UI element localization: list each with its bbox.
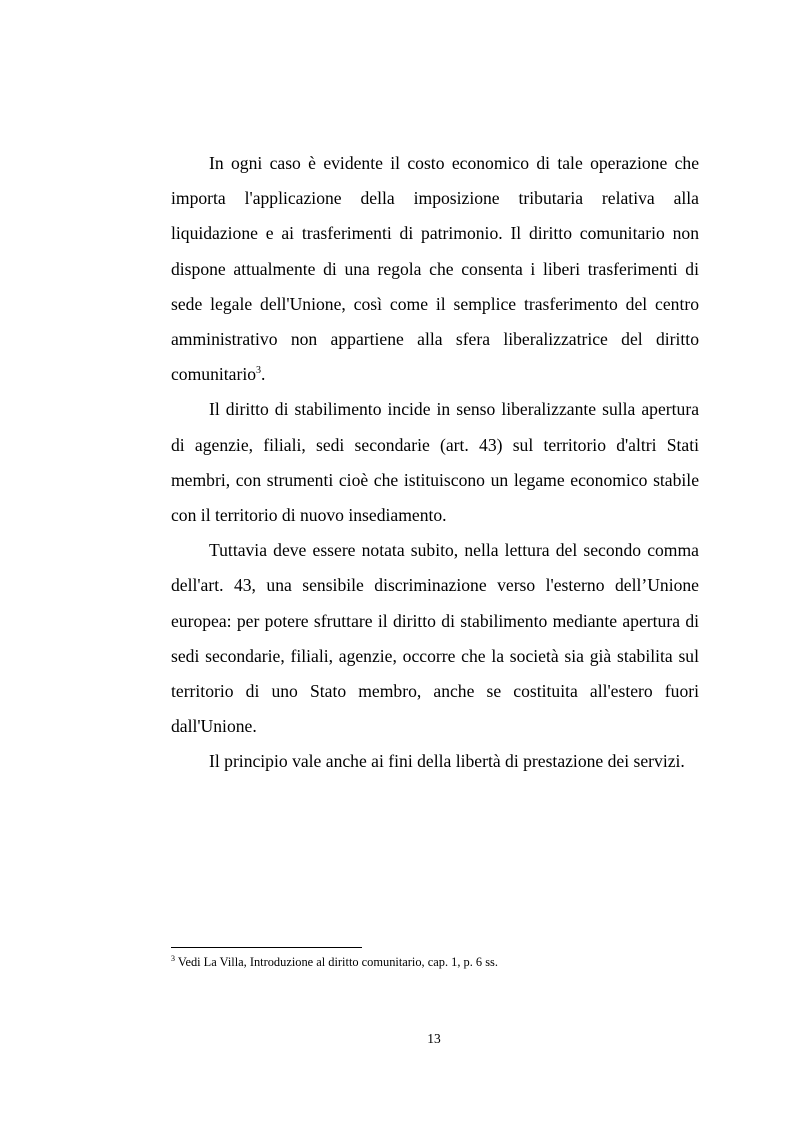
footnote-reference[interactable]: 3 [256, 365, 262, 377]
paragraph-1-end: . [261, 364, 266, 385]
footnote [171, 953, 699, 971]
body-text [171, 146, 699, 780]
page-number: 13 [427, 1031, 441, 1046]
paragraph-4: Il principio vale anche ai fini della libertà di prestazione dei servizi. [209, 751, 685, 772]
paragraph-3: Tuttavia deve essere notata subito, nella lettura del secondo comma dell'art. 43, una sensibile discriminazione verso l'esterno dell’Unione europea: per potere sfruttare il diritto di stabilimento mediante apertura di sedi secondarie, filiali, agenzie, occorre che la società sia già stabilita sul territorio di uno Stato membro, anche se costituita all'estero fuori dall'Unione. [171, 540, 699, 737]
footnote-number: 3 [171, 954, 175, 963]
footnote-text: Vedi La Villa, Introduzione al diritto comunitario, cap. 1, p. 6 ss. [175, 955, 498, 969]
paragraph-1-text: In ogni caso è evidente il costo economico di tale operazione che importa l'applicazione della imposizione tributaria relativa alla liquidazione e ai trasferimenti di patrimonio. Il diritto comunitario non dispone attualmente di una regola che consenta i liberi trasferimenti di sede legale dell'Unione, così come il semplice trasferimento del centro amministrativo non appartiene alla sfera liberalizzatrice del diritto comunitario [171, 153, 699, 385]
footnote-separator [171, 947, 362, 948]
paragraph-2: Il diritto di stabilimento incide in senso liberalizzante sulla apertura di agenzie, filiali, sedi secondarie (art. 43) sul territorio d'altri Stati membri, con strumenti cioè che istituiscono un legame economico stabile con il territorio di nuovo insediamento. [171, 399, 699, 526]
paragraph-1 [171, 146, 699, 392]
